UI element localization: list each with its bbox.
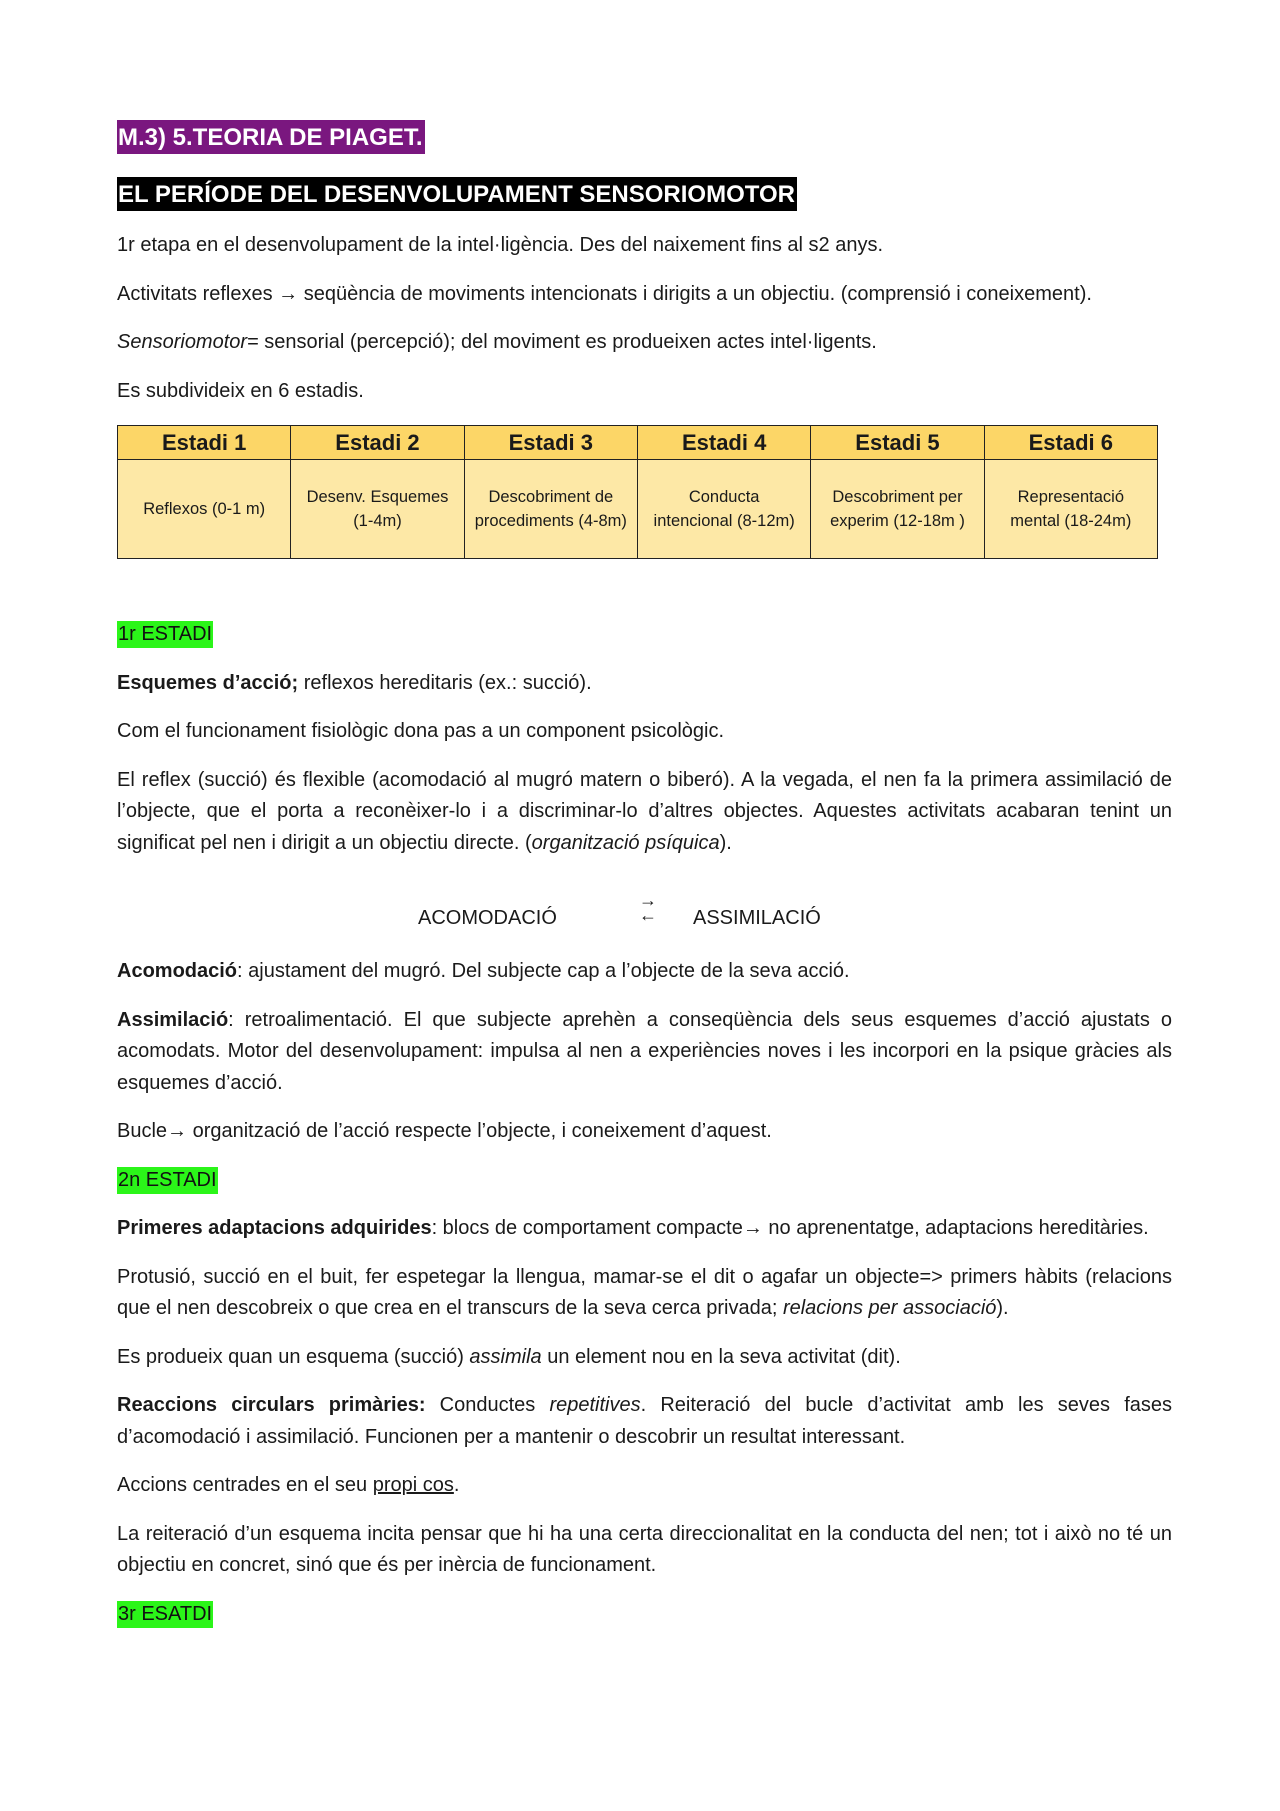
right-arrow-icon: → — [167, 1120, 188, 1142]
text-run: : retroalimentació. El que subjecte aprehèn a conseqüència dels seus esquemes d’acció ajustats o acomodats. Motor del desenvolupament: impulsa al nen a experiències noves i les incorpori en la psique gràcies als esquemes d’acció. — [117, 1008, 1172, 1094]
stage2-paragraph-4 — [117, 1390, 1172, 1453]
acomodacio-definition — [117, 956, 1172, 988]
table-header-row — [118, 426, 1158, 460]
intro-paragraph-2 — [117, 279, 1172, 311]
text-run: no aprenentatge, adaptacions hereditàries. — [762, 1217, 1149, 1239]
text-run: reflexos hereditaris (ex.: succió). — [298, 671, 592, 694]
acomodacio-label: ACOMODACIÓ — [418, 907, 557, 929]
text-run: Activitats reflexes — [117, 282, 273, 305]
stage2-paragraph-2 — [117, 1262, 1172, 1325]
heading-sub-wrap — [117, 156, 1172, 213]
intro-paragraph-3 — [117, 327, 1172, 359]
text-run: organització de l’acció respecte l’objecte, i coneixement d’aquest. — [187, 1120, 772, 1142]
text-run: . — [453, 1474, 460, 1496]
stage2-paragraph-5 — [117, 1470, 1172, 1502]
bold-term: Primeres adaptacions adquirides — [117, 1217, 432, 1239]
assimilacio-definition — [117, 1005, 1172, 1100]
table-cell: Conducta intencional (8-12m) — [637, 460, 810, 559]
table-cell: Descobriment per experim (12-18m ) — [811, 460, 984, 559]
table-header-cell: Estadi 2 — [291, 426, 464, 460]
stage1-paragraph-3 — [117, 765, 1172, 860]
text-run: . Reiteració del bucle d’activitat amb les seves fases d’acomodació i assimilació. Funcionen per a mantenir o descobrir un resultat interessant. — [117, 1394, 1172, 1448]
table-header-cell: Estadi 3 — [464, 426, 637, 460]
text-run: El reflex (succió) és flexible (acomodació al mugró matern o biberó). A la vegada, el nen fa la primera assimilació de l’objecte, que el porta a reconèixer-lo i a discriminar-lo d’altres objectes. Aquestes activitats acabaran tenint un significat pel nen i dirigit a un objectiu directe. ( — [117, 768, 1172, 854]
acomodacio-assimilacio-row — [117, 890, 1172, 939]
text-run: ). — [996, 1297, 1009, 1319]
heading-main: M.3) 5.TEORIA DE PIAGET. — [117, 120, 425, 154]
stage1-paragraph-1 — [117, 668, 1172, 700]
intro-paragraph-4: Es subdivideix en 6 estadis. — [117, 379, 364, 402]
table-header-cell: Estadi 5 — [811, 426, 984, 460]
right-arrow-icon: → — [278, 282, 299, 305]
heading-sub: EL PERÍODE DEL DESENVOLUPAMENT SENSORIOMOTOR — [117, 177, 797, 211]
text-run: ). — [719, 831, 732, 854]
table-header-cell: Estadi 4 — [637, 426, 810, 460]
stage2-label-line — [117, 1165, 1172, 1197]
right-arrow-icon: → — [639, 890, 657, 910]
stage1-label: 1r ESTADI — [117, 621, 213, 648]
text-run: Accions centrades en el seu — [117, 1474, 373, 1496]
document-page — [117, 118, 1172, 1647]
term-italic: Sensoriomotor — [117, 331, 248, 353]
stage3-label-line — [117, 1599, 1172, 1631]
stage2-paragraph-1 — [117, 1213, 1172, 1245]
text-run: Protusió, succió en el buit, fer espetegar la llengua, mamar-se el dit o agafar un objecte=> primers hàbits (relacions que el nen descobreix o que crea en el transcurs de la seva cerca privada; — [117, 1265, 1172, 1319]
bold-term: Acomodació — [117, 960, 238, 982]
table-cell: Descobriment de procediments (4-8m) — [464, 460, 637, 559]
text-run: Conductes — [425, 1394, 550, 1416]
bold-term: Esquemes d’acció; — [117, 671, 299, 694]
table-header-cell: Estadi 6 — [984, 426, 1157, 460]
stage2-label: 2n ESTADI — [117, 1167, 218, 1194]
stage2-paragraph-6: La reiteració d’un esquema incita pensar que hi ha una certa direccionalitat en la conducta del nen; tot i això no té un objectiu en concret, sinó que és per inèrcia de funcionament. — [117, 1522, 1172, 1576]
bucle-paragraph — [117, 1116, 1172, 1148]
table-cell: Representació mental (18-24m) — [984, 460, 1157, 559]
heading-main-wrap — [117, 118, 1172, 156]
table-header-cell: Estadi 1 — [118, 426, 291, 460]
assimilacio-label: ASSIMILACIÓ — [693, 907, 821, 929]
stage3-label: 3r ESATDI — [117, 1601, 213, 1628]
stages-table — [117, 425, 1158, 559]
text-run: : blocs de comportament compacte — [431, 1217, 743, 1239]
table-row — [118, 460, 1158, 559]
intro-paragraph-1: 1r etapa en el desenvolupament de la intel·ligència. Des del naixement fins al s2 anys. — [117, 234, 884, 256]
table-cell: Reflexos (0-1 m) — [118, 460, 291, 559]
stage1-label-line — [117, 619, 1172, 651]
text-run: : ajustament del mugró. Del subjecte cap a l’objecte de la seva acció. — [237, 960, 850, 982]
left-arrow-icon: ← — [639, 905, 657, 925]
italic-term: repetitives — [549, 1394, 641, 1416]
underlined-term: propi cos — [372, 1474, 454, 1496]
bold-term: Reaccions circulars primàries: — [117, 1394, 426, 1416]
exchange-arrows-icon — [639, 890, 657, 925]
italic-term: organització psíquica — [531, 831, 720, 854]
italic-term: relacions per associació — [782, 1297, 997, 1319]
bold-term: Assimilació — [117, 1008, 229, 1031]
text-run: un element nou en la seva activitat (dit). — [541, 1345, 901, 1368]
text-run: seqüència de moviments intencionats i dirigits a un objectiu. (comprensió i coneixement). — [303, 282, 1092, 305]
text-run: Es produeix quan un esquema (succió) — [117, 1345, 470, 1368]
text-run: Bucle — [117, 1120, 168, 1142]
stage1-paragraph-2: Com el funcionament fisiològic dona pas a un component psicològic. — [117, 720, 725, 742]
stage2-paragraph-3 — [117, 1342, 1172, 1374]
italic-term: assimila — [469, 1345, 542, 1368]
table-cell: Desenv. Esquemes (1-4m) — [291, 460, 464, 559]
text-run: = sensorial (percepció); del moviment es produeixen actes intel·ligents. — [247, 331, 877, 353]
right-arrow-icon: → — [742, 1217, 763, 1239]
